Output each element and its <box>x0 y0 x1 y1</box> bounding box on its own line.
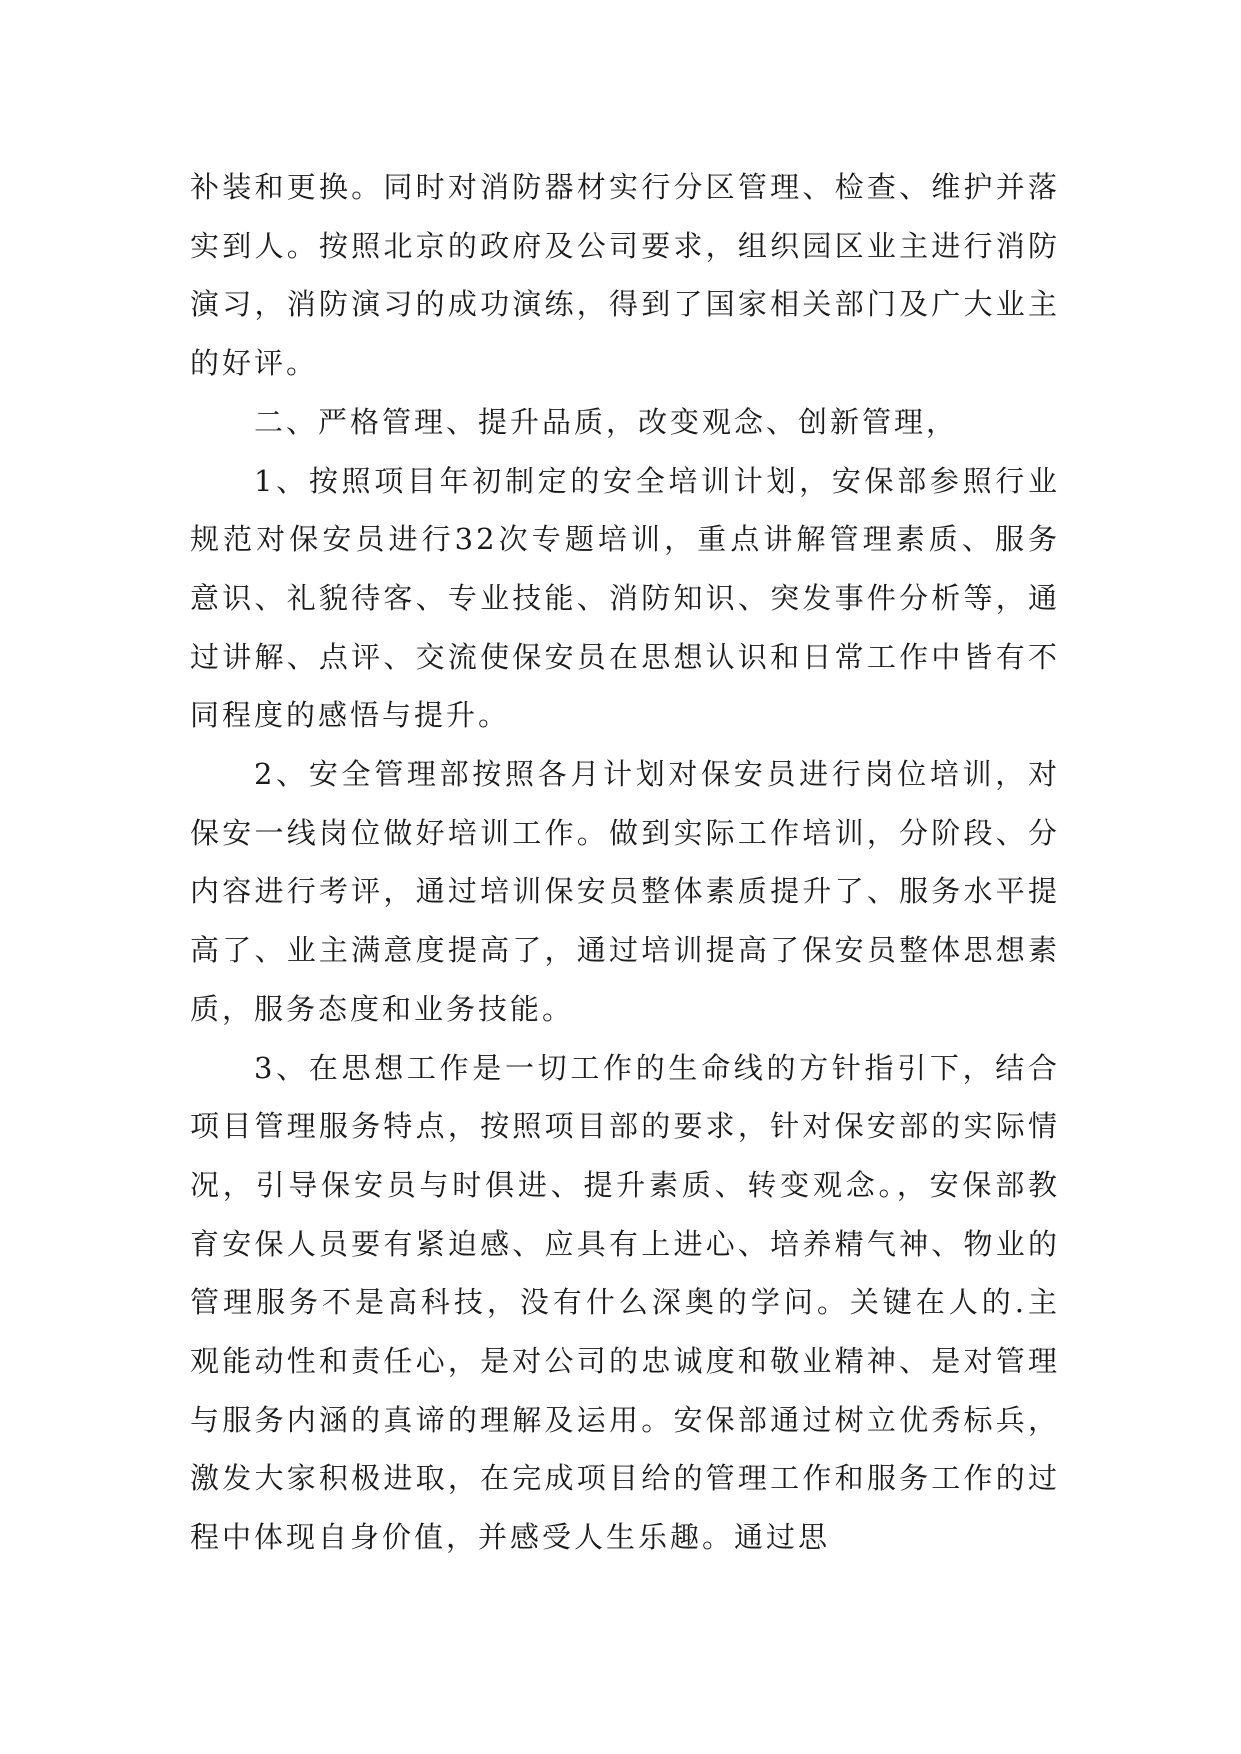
document-body <box>190 158 1060 1567</box>
paragraph-fire-equipment: 补装和更换。同时对消防器材实行分区管理、检查、维护并落实到人。按照北京的政府及公司要求，组织园区业主进行消防演习，消防演习的成功演练，得到了国家相关部门及广大业主的好评。 <box>190 170 1060 381</box>
paragraph-item-2: 2、安全管理部按照各月计划对保安员进行岗位培训，对保安一线岗位做好培训工作。做到实际工作培训，分阶段、分内容进行考评，通过培训保安员整体素质提升了、服务水平提高了、业主满意度提高了，通过培训提高了保安员整体思想素质，服务态度和业务技能。 <box>190 757 1060 1026</box>
paragraph-item-1: 1、按照项目年初制定的安全培训计划，安保部参照行业规范对保安员进行32次专题培训，重点讲解管理素质、服务意识、礼貌待客、专业技能、消防知识、突发事件分析等，通过讲解、点评、交流使保安员在思想认识和日常工作中皆有不同程度的感悟与提升。 <box>190 463 1060 733</box>
paragraph-item-3: 3、在思想工作是一切工作的生命线的方针指引下，结合项目管理服务特点，按照项目部的要求，针对保安部的实际情况，引导保安员与时俱进、提升素质、转变观念。，安保部教育安保人员要有紧迫感、应具有上进心、培养精气神、物业的管理服务不是高科技，没有什么深奥的学问。关键在人的.主观能动性和责任心，是对公司的忠诚度和敬业精神、是对管理与服务内涵的真谛的理解及运用。安保部通过树立优秀标兵，激发大家积极进取，在完成项目给的管理工作和服务工作的过程中体现自身价值，并感受人生乐趣。通过思 <box>190 1050 1060 1555</box>
paragraph-section-heading: 二、严格管理、提升品质，改变观念、创新管理， <box>254 404 959 439</box>
